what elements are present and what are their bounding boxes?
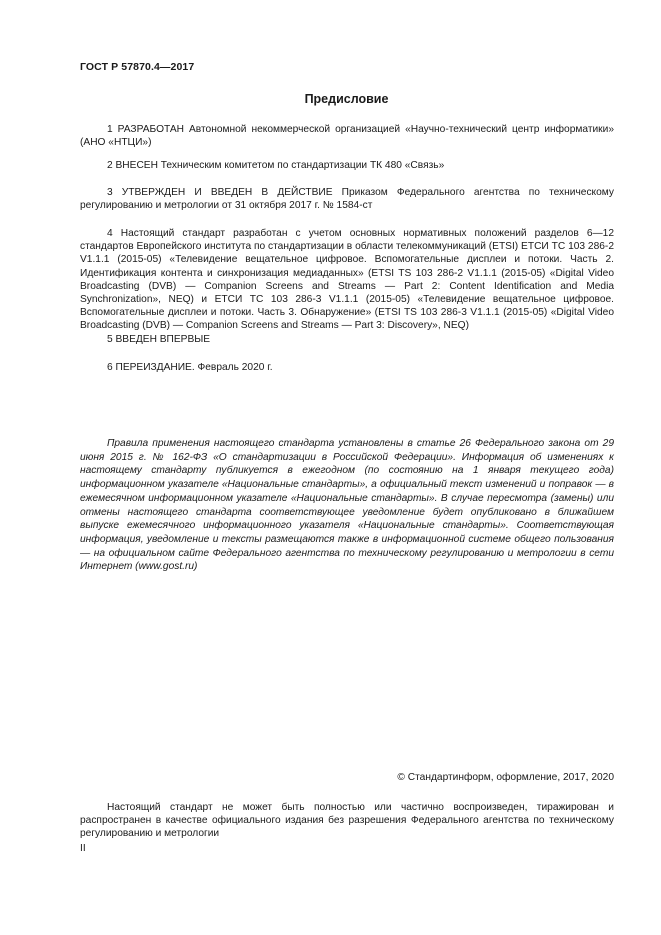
foreword-item-text: 6 ПЕРЕИЗДАНИЕ. Февраль 2020 г. (107, 362, 273, 373)
foreword-item (80, 227, 614, 333)
foreword-item-text: 2 ВНЕСЕН Техническим комитетом по стандартизации ТК 480 «Связь» (107, 160, 445, 171)
rights-statement-text: Настоящий стандарт не может быть полностью или частично воспроизведен, тиражирован и распространен в качестве официального издания без разрешения Федерального агентства по техническому регулированию и метрологии (80, 802, 614, 840)
page-title: Предисловие (304, 92, 389, 106)
page-number: II (80, 843, 86, 854)
foreword-item (80, 361, 614, 374)
rights-statement (80, 801, 614, 841)
foreword-item-text: 5 ВВЕДЕН ВПЕРВЫЕ (107, 334, 211, 345)
foreword-item (80, 123, 614, 149)
legal-notice-text: Правила применения настоящего стандарта установлены в статье 26 Федерального закона от 29 июня 2015 г. № 162-ФЗ «О стандартизации в Российской Федерации». Информация об изменениях к настоящему стандарту публикуется в ежегодном (по состоянию на 1 января текущего года) информационном указателе «Национальные стандарты», а официальный текст изменений и поправок — в ежемесячном информационном указателе «Национальные стандарты». В случае пересмотра (замены) или отмены настоящего стандарта соответствующее уведомление будет опубликовано в ближайшем выпуске ежемесячного информационного указателя «Национальные стандарты». Соответствующая информация, уведомление и тексты размещаются также в информационной системе общего пользования — на официальном сайте Федерального агентства по техническому регулированию и метрологии в сети Интернет (www.gost.ru) (80, 438, 614, 573)
foreword-item-text: 4 Настоящий стандарт разработан с учетом основных нормативных положений разделов 6—12 стандартов Европейского института по стандартизации в области телекоммуникаций (ETSI) ЕТСИ ТС 103 286-2 V1.1.1 (2015-05) «Телевидение вещательное цифровое. Вспомогательные дисплеи и потоки. Часть 2. Идентификация контента и синхронизация медиаданных» (ETSI TS 103 286-2 V1.1.1 (2015-05) «Digital Video Broadcasting (DVB) — Companion Screens and Streams — Part 2: Content Identification and Media Synchronization», NEQ) и ЕТСИ ТС 103 286-3 V1.1.1 (2015-05) «Телевидение вещательное цифровое. Вспомогательные дисплеи и потоки. Часть 3. Обнаружение» (ETSI TS 103 286-3 V1.1.1 (2015-05) «Digital Video Broadcasting (DVB) — Companion Screens and Streams — Part 3: Discovery», NEQ) (80, 228, 614, 332)
legal-notice (80, 437, 614, 574)
foreword-item-text: 1 РАЗРАБОТАН Автономной некоммерческой организацией «Научно-технический центр информатики» (АНО «НТЦИ») (80, 124, 614, 149)
foreword-item (80, 186, 614, 212)
standard-code: ГОСТ Р 57870.4—2017 (80, 61, 195, 73)
foreword-item-text: 3 УТВЕРЖДЕН И ВВЕДЕН В ДЕЙСТВИЕ Приказом Федерального агентства по техническому регулированию и метрологии от 31 октября 2017 г. № 1584-ст (80, 187, 614, 212)
foreword-item (80, 333, 614, 346)
foreword-item (80, 159, 614, 172)
copyright-line: © Стандартинформ, оформление, 2017, 2020 (397, 772, 614, 783)
